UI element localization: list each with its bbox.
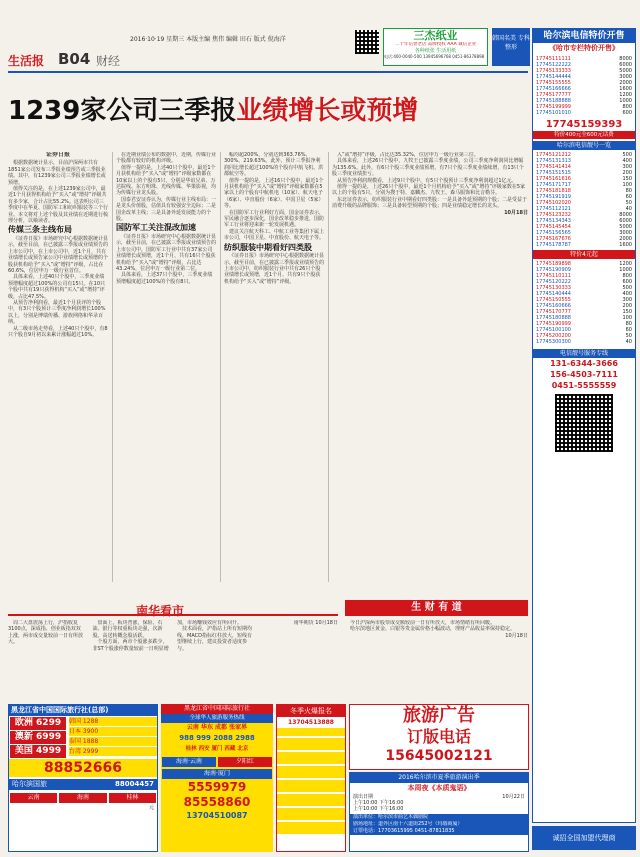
travel-ad-heilongjiang [8,704,158,852]
top-ad-line2: 各种纸张 生活用纸 [414,48,457,54]
telecom-price: 100 [622,315,632,321]
nanhua-para: 盘面上，板块普涨，保险、石油、银行等权重板块走强，次新股、高送转概念股活跃。 [92,620,163,639]
hlj-phone: 88852666 [9,759,157,777]
telecom-number: 17745160666 [536,303,571,309]
phone-b: 85558860 [183,795,251,809]
telecom-price: 2000 [619,236,632,242]
hainan-tag: 海南 [59,793,106,803]
telecom-title: 哈尔滨电信特价开售 [533,29,635,43]
nanhua-title: 南华看市 [136,604,185,618]
telecom-price: 1600 [619,242,632,248]
telecom-promo1: 特价400元全600元话费 [533,131,635,139]
article-para: 具体来看，上述26只个股中，九牧王已披露三季度业绩，公司三季度净利润同比增幅为135.6%。此外，有6只个股三季度业绩预增，有7只个股三季度业绩续增，有13只个股三季度业绩扭亏。 [332,158,524,178]
telecom-price: 600 [622,110,632,116]
telecom-number: 17745122222 [536,62,571,68]
telecom-price: 8000 [619,212,632,218]
telecom-phone-big: 17745159393 [545,119,623,130]
telecom-number: 17745191919 [536,194,571,200]
telecom-price: 50 [625,333,632,339]
telecom-price: 1000 [619,267,632,273]
telecom-number: 17745166666 [536,86,571,92]
telecom-price: 2000 [619,80,632,86]
top-ad [383,28,488,66]
nanhua-para: 个股方面，两市个股涨多跌少，非ST个股涨停数量较前一日明显增加，市场赚钱效应有所回升。 [92,620,243,652]
telecom-number: 17745100100 [536,327,571,333]
telecom-number-list [533,150,635,250]
headline-part2: 业绩增长或预增 [236,96,419,126]
life-para: 今日沪深两市股票成交额较前一日有所放大，市场情绪有所回暖。 [350,620,496,626]
telecom-price: 800 [622,273,632,279]
headline [8,94,528,130]
article-dateline: 10月18日 [504,209,528,216]
subhead-textile: 纺织服装中期看好四类股 [224,242,312,252]
telecom-number: 17745300300 [536,339,571,345]
article-para: 建议关注航天科工、中航工业等集团下属上市公司，中国卫星、中直股份、航天电子等。 [224,228,324,242]
life-section [345,600,528,616]
harbin-cits: 哈尔滨国旅 88004457 [9,779,157,790]
telecom-subtitle: 《哈市专栏特价开售》 [549,44,619,52]
telecom-number: 17745123232 [536,212,571,218]
life-text [345,620,528,700]
article-para: 在国防军工行业利好方面，国金证券表示，军民融合逐步深化，国企改革稳步推进，国防军工行业将迎来新一轮发展机遇。 [224,209,324,229]
article-para: 具体来看，上述40只个股中，三季度业绩预增幅度超过100%的公司有15只。在10只个股中共有19只获得机构“买入”或“增持”评级，占比47.5%。 [8,274,106,300]
telecom-number: 17745121212 [536,152,571,158]
article-col1 [8,152,108,582]
opera-phone: 订票电话：17703615995 0451-87811835 [350,828,528,835]
telecom-number: 17745155555 [536,80,571,86]
telecom-number-list [533,259,635,347]
telecom-price: 300 [622,297,632,303]
telecom-price: 1600 [619,86,632,92]
telecom-number: 17745120222 [536,279,571,285]
telecom-number: 17745190999 [536,321,571,327]
telecom-number: 17745199999 [536,104,571,110]
article-para: 值得一提的是，上述40只个股中，最近1个月获机构给予“买入”或“增持”评级家数都在10家以上的个股有5只，分别是华谊兄弟、万达院线、东方明珠、光线传媒、华策影视，均为传媒行业龙头股。 [116,164,216,197]
right-top-ad-box: 韩国名美 专科整形 [492,28,530,66]
telecom-number: 17745180888 [536,315,571,321]
telecom-number: 17745144444 [536,74,571,80]
life-title: 生 财 有 道 [411,602,462,613]
telecom-number: 17745141414 [536,164,571,170]
yangri-tag: 夕阳红 [218,757,272,767]
telecom-number: 17745171717 [536,182,571,188]
telecom-number: 17745156565 [536,230,571,236]
telecom-number: 17745188888 [536,98,571,104]
opera-sub: 本周夜《本质鬼语》 [407,784,471,792]
article-para: 幅均超200%，分别达到363.76%、300%、219.63%。此外，预计三季报净利润同比增长超过100%的个股有中航飞机、洪都航空等。 [224,152,324,178]
korea-price: 韩国 1288 [69,717,157,726]
telecom-price: 1000 [619,98,632,104]
telecom-number: 17745134343 [536,218,571,224]
telecom-number: 17745178787 [536,242,571,248]
telecom-price: 150 [622,309,632,315]
telecom-price: 500 [622,285,632,291]
telecom-price: 60 [625,194,632,200]
telecom-number: 17745131313 [536,158,571,164]
header-rule [8,71,528,73]
article-byline: 证券日报 [45,152,70,158]
telecom-number: 17745177777 [536,92,571,98]
opera-venue: 演出单位：哈尔滨市曲艺木偶剧院 [350,814,528,821]
telecom-number: 17745189898 [536,261,571,267]
telecom-number: 17745112121 [536,206,571,212]
telecom-price: 6000 [619,218,632,224]
telecom-number: 17745200200 [536,333,571,339]
taiwan-price: 台湾 2999 [69,747,157,756]
subhead-defense: 国防军工关注混改加速 [116,223,196,233]
telecom-price: 3000 [619,230,632,236]
telecom-price: 50 [625,200,632,206]
life-byline: 10月18日 [505,632,528,639]
travel-ad-title: 旅游广告 [403,705,475,726]
top-ad-qr-icon [355,30,379,54]
top-ad-phone: 电话:400-0040-500 13945696768 0451-86378898 [384,54,485,59]
article-para: 根据数据统计显示，目前沪深两市共有1851家公司发布三季报业绩预告或三季报业绩。其中，有1239家公司三季报业绩增长或预增。 [8,160,106,186]
nanhua-byline: 南华期货 10月18日 [293,620,338,626]
telecom-promo2: 哈尔滨电信靓号一览 [533,141,635,150]
travel-ad-phone: 15645002121 [385,748,493,764]
article-para: 东北证券表示，纺织服装行业中期看好四类股：一是具备外延预期的个股；二是受益于消费升级的品牌服饰；三是具备转型预期的个股；四是业绩稳定增长的龙头。 [332,196,528,210]
telecom-number: 17745190909 [536,267,571,273]
telecom-price: 500 [622,152,632,158]
travel-ad-sub: 订版电话 [406,727,471,746]
article-para: 《证券日报》市场研究中心根据数据统计显示，截至目前，在已披露三季报或业绩预告的上市公司中，国防军工行业中共有37家公司业绩增长或预增，近1个月，共有16只个股获机构给予“买入”或“增持”评级，占比达43.24%，位居申万一级行业第二位。 [116,233,216,272]
telecom-ad [532,28,636,823]
article-col4 [332,152,528,582]
guilin2-line: 桂林 西安 厦门 西藏 北京 [185,746,249,752]
top-ad-line1: 二十年信誉老店 品牌授权 AAA 诚信企业 [394,42,477,47]
opera-addr: 剧场地址：道外区南十六道街252号（玛瑙商厦） [350,821,528,828]
telecom-price: 600 [622,279,632,285]
telecom-price: 6000 [619,62,632,68]
travel-ad-booking [349,704,529,770]
telecom-footer-phone: 0451-5555559 [551,381,617,390]
nanhua-text [8,620,338,700]
telecom-number: 17745161616 [536,176,571,182]
opera-ad [349,772,529,852]
telecom-number: 17745145454 [536,224,571,230]
telecom-price: 1200 [619,261,632,267]
article-para: 在近期业绩公布的数据中，近期，传媒行业个股都有较好的机构评级。 [116,152,216,165]
telecom-footer-phone: 156-4503-7111 [550,370,618,379]
telecom-number: 17745102020 [536,200,571,206]
newspaper-logo: 生活报 [8,54,45,68]
opera-time1: 上午10:00 下午16:00 [353,800,404,806]
xiamen-tag: 海南·厦门 [162,769,272,779]
telecom-footer-title: 电信靓号服务专线 [533,349,635,358]
telecom-number: 17745111111 [536,56,571,62]
telecom-price: 1200 [619,92,632,98]
telecom-number-list [533,54,635,118]
article-para: 从预告净利润看，最近1个月获评的个股中，有3只个股预计三季度净利润增长100%以上，分别是博瑞传播、游族网络和华录百纳。 [8,299,106,326]
telecom-price: 150 [622,176,632,182]
telecom-number: 17745101010 [536,110,571,116]
phone-a: 5559979 [187,780,247,794]
opera-time2: 上午10:00 下午16:00 [353,806,404,812]
headline-part1: 1239家公司三季报 [8,96,237,126]
telecom-number: 17745167676 [536,236,571,242]
telecom-price: 8000 [619,56,632,62]
nanhua-para: 技术面看，沪指站上所有短期均线，MACD指标红柱放大，短线有望继续上行，建议投资者适度参与。 [177,626,253,652]
nanhua-para: 周二大盘震荡上行，沪指收复3100点，深成指、创业板指双双上涨，两市成交量较前一日有所放大。 [8,620,84,646]
telecom-price: 400 [622,291,632,297]
hlj2-line: 全球华人旅游服务热线 [161,714,273,723]
telecom-price: 300 [622,164,632,170]
telecom-price: 80 [625,188,632,194]
hainan2-tag: 海南·云南 [162,757,216,767]
article-col2 [116,152,216,582]
telecom-number: 17745151515 [536,170,571,176]
telecom-price: 5000 [619,224,632,230]
telecom-qr-icon [555,394,613,452]
telecom-number: 17745150555 [536,297,571,303]
article-para: 值得关注的是，在上述1239家公司中，最近1个月获得机构给予“买入”或“增持”评级共有多少家，合计占比55.2%。这表明公司三季度中在华夏、国防军工和纺织服装等三个行业。本文将对上述个股及其业绩在近期进行梳理分析，以飨读者。 [8,186,108,225]
top-ad-title: 三杰纸业 [413,29,458,42]
article-para: 值得一提的是，上述26只个股中，最近1个月机构给予“买入”或“增持”评级家数在5家以上的个股有5只，分别为搜于特、嘉麟杰、九牧王、森马服饰和比音勒芬。 [332,184,526,197]
australia-price: 澳新 6999 [10,731,66,744]
telecom-price: 400 [622,158,632,164]
europe-price: 欧洲 6299 [10,717,66,730]
article-para: 入”或“增持”评级，占比达35.32%，位居申万一级行业第三位。 [337,152,479,158]
telecom-price: 800 [622,104,632,110]
subhead-media: 传媒三条主线布局 [8,225,72,235]
article-col3 [224,152,324,582]
hlj2-title: 黑龙江省中国国际旅行社 [161,704,273,714]
price-row: 988 999 2088 2988 [179,734,255,742]
telecom-price: 40 [625,206,632,212]
telecom-number: 17745130333 [536,285,571,291]
header-date-line: 2016·10·19 星期三 本版主编 焦伟 编辑 田石 版式 倪海洋 [130,36,286,43]
telecom-qr-label: 诚招全国加盟代理商 [532,826,636,850]
article-para: 具体来看，上述37只个股中，三季度业绩预增幅度超过100%的个股有8只。 [116,272,213,285]
telecom-price: 100 [622,182,632,188]
telecom-number: 17745133333 [536,68,571,74]
article-para: 国泰君安证券认为，传媒行业主线布局：一是龙头价值股，估值具有较强安全边际；二是国企改革主线；三是具备外延发展能力的个股。 [116,196,216,223]
travel-ad-hlj2 [161,704,273,852]
telecom-price: 40 [625,339,632,345]
japan-price: 日本 3900 [69,727,157,736]
life-para: 哈尔滨地区黄金、白银等贵金属价格小幅波动，理财产品收益率保持稳定。 [350,626,516,633]
phone-c: 13704513888 [288,719,334,726]
article-para: 从预告净利润规模看，上述9只个股中，有5只个股预计三季度净利润超过1亿元。 [337,177,517,184]
article-para: 《证券日报》市场研究中心根据数据统计显示，截至目前，在已披露三季报或业绩预告的上市公司中，在上市公司中，近1个月，共有业绩增长或预告家公司中业绩增长或预增的个股获机构给予“买入”或“增持”评级，占比在60.6%，位居申万一级行业首位。 [8,235,108,274]
article-para: 从二级市场走势看，上述40只个股中，有8只个股自9月初以来累计涨幅超过10%。 [8,325,108,338]
opera-title: 2016哈尔滨市夏季旅游演出季 [350,773,528,783]
telecom-number: 17745170777 [536,309,571,315]
price-unit: 元 [148,805,154,811]
telecom-number-row [533,339,635,345]
telecom-price: 80 [625,321,632,327]
yunnan-tag: 云南 [10,793,57,803]
america-price: 美国 4999 [10,745,66,758]
yunnan2-line: 云南 华东 成都 张家界 [186,724,248,731]
guilin-tag: 桂林 [109,793,156,803]
hlj2-phone: 13704510087 [186,811,248,820]
telecom-number-row [533,242,635,248]
telecom-price: 3000 [619,74,632,80]
hlj-title: 黑龙江省中国国际旅行社(总部) [9,705,157,716]
nanhua-section [8,600,338,616]
telecom-footer-phone: 131-6344-3666 [550,359,618,368]
article-para: 值得一提的是，上述16只个股中，最近1个月获机构给予“买入”或“增持”评级家数都在5家以上的个股有中航机电（10家）、航天电子（6家）、中直股份（6家）、中国卫星（5家）等。 [224,177,324,210]
travel-ad-side [276,704,346,852]
section-name: 财经 [96,54,121,68]
telecom-promo3: 特价4元起 [533,250,635,259]
opera-date-row: 演出日期 10月22日 [353,794,525,800]
article-para: 《证券日报》市场研究中心根据数据统计显示，截至目前，在已披露三季报或业绩预告的上市公司中，纺织服装行业中共有26只个股业绩增长或预增，近1个月，共有9只个股获机构给予“买入”或“增持”评级。 [224,253,324,285]
thailand-price: 泰国 1888 [69,737,157,746]
telecom-number: 17745181818 [536,188,571,194]
page-number: B04 [58,50,91,68]
telecom-number-row [533,110,635,116]
side-title: 冬季火爆报名 [277,705,345,717]
telecom-number: 17745110111 [536,273,571,279]
telecom-number: 17745140444 [536,291,571,297]
telecom-price: 200 [622,170,632,176]
telecom-price: 60 [625,327,632,333]
telecom-price: 200 [622,303,632,309]
telecom-price: 5000 [619,68,632,74]
